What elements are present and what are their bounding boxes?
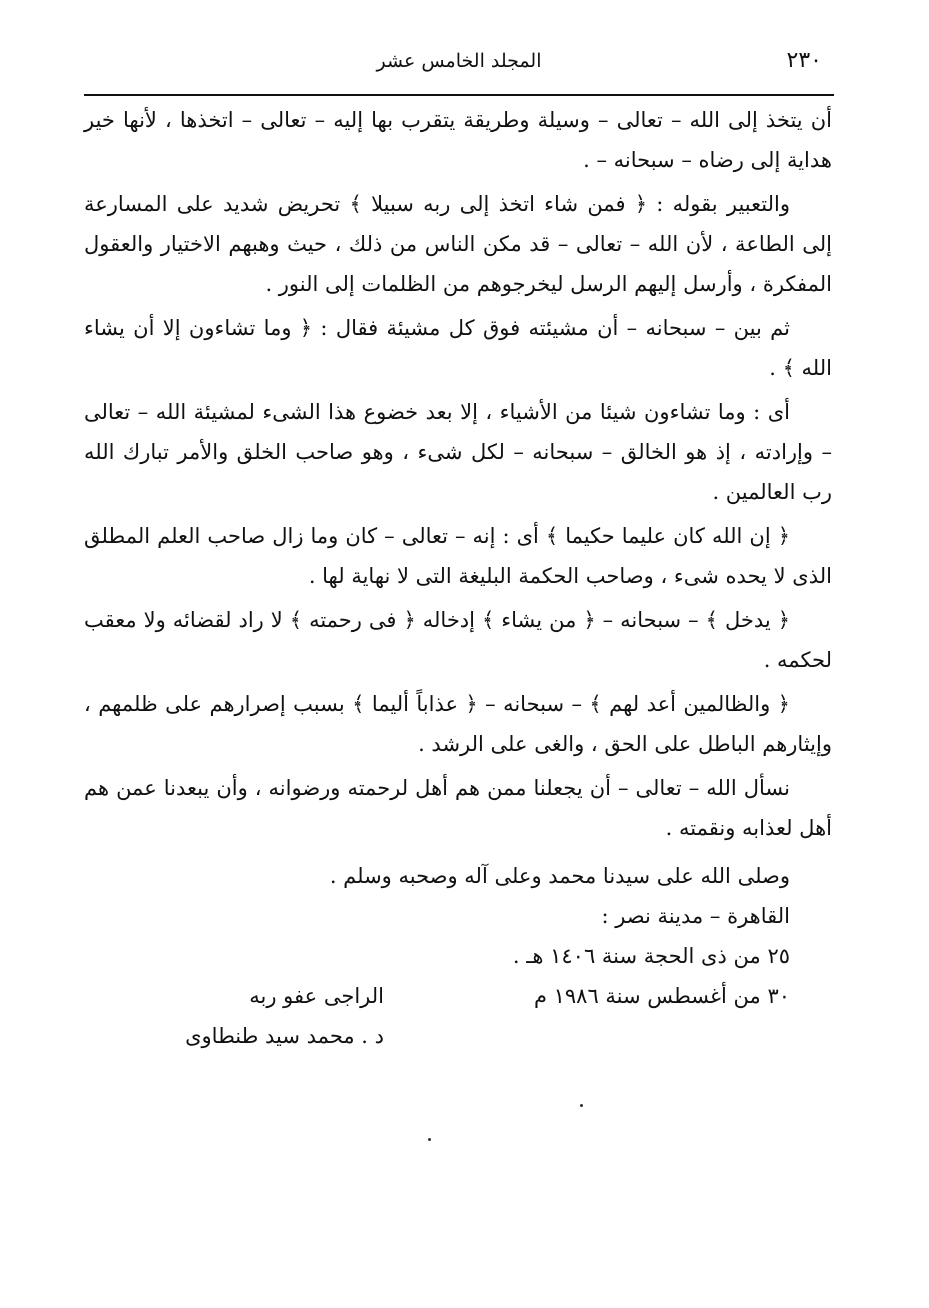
gregorian-date: ٣٠ من أغسطس سنة ١٩٨٦ م (533, 984, 790, 1008)
closing-block (84, 856, 832, 976)
author-name: د . محمد سيد طنطاوى (185, 1024, 384, 1048)
paragraph: ﴿ والظالمين أعد لهم ﴾ – سبحانه – ﴿ عذاباً أليما ﴾ بسبب إصرارهم على ظلمهم ، وإيثارهم الباطل على الحق ، والغى على الرشد . (84, 692, 832, 756)
paragraph: أن يتخذ إلى الله – تعالى – وسيلة وطريقة يتقرب بها إليه – تعالى – اتخذها ، لأنها خير هداية إلى رضاه – سبحانه – . (84, 108, 832, 172)
signature-block (84, 976, 384, 1056)
paragraph: ﴿ إن الله كان عليما حكيما ﴾ أى : إنه – تعالى – كان وما زال صاحب العلم المطلق الذى لا يحده شىء ، وصاحب الحكمة البليغة التى لا نهاية لها . (84, 524, 832, 588)
page-header (84, 44, 834, 88)
paragraph: ثم بين – سبحانه – أن مشيئته فوق كل مشيئة فقال : ﴿ وما تشاءون إلا أن يشاء الله ﴾ . (84, 316, 832, 380)
header-rule (84, 94, 834, 96)
signature-row (84, 976, 832, 1056)
print-speck (428, 1138, 431, 1141)
signoff: الراجى عفو ربه (249, 984, 384, 1008)
paragraph: نسأل الله – تعالى – أن يجعلنا ممن هم أهل لرحمته ورضوانه ، وأن يبعدنا عمن هم أهل لعذابه ونقمته . (84, 776, 832, 840)
salutation: وصلى الله على سيدنا محمد وعلى آله وصحبه وسلم . (329, 864, 790, 888)
hijri-date: ٢٥ من ذى الحجة سنة ١٤٠٦ هـ . (512, 944, 790, 968)
body-text (84, 100, 832, 1056)
print-speck (580, 1104, 583, 1107)
paragraph: أى : وما تشاءون شيئا من الأشياء ، إلا بعد خضوع هذا الشىء لمشيئة الله – تعالى – وإرادته ، إذ هو الخالق – سبحانه – لكل شىء ، وهو صاحب الخلق والأمر تبارك الله رب العالمين . (84, 400, 832, 504)
paragraph: والتعبير بقوله : ﴿ فمن شاء اتخذ إلى ربه سبيلا ﴾ تحريض شديد على المسارعة إلى الطاعة ، لأن الله – تعالى – قد مكن الناس من ذلك ، حيث وهبهم الاختيار والعقول المفكرة ، وأرسل إليهم الرسل ليخرجوهم من الظلمات إلى النور . (84, 192, 832, 296)
place: القاهرة – مدينة نصر : (601, 904, 790, 928)
paragraph: ﴿ يدخل ﴾ – سبحانه – ﴿ من يشاء ﴾ إدخاله ﴿ فى رحمته ﴾ لا راد لقضائه ولا معقب لحكمه . (84, 608, 832, 672)
page-number: ٢٣٠ (786, 48, 822, 73)
running-title: المجلد الخامس عشر (376, 50, 542, 72)
